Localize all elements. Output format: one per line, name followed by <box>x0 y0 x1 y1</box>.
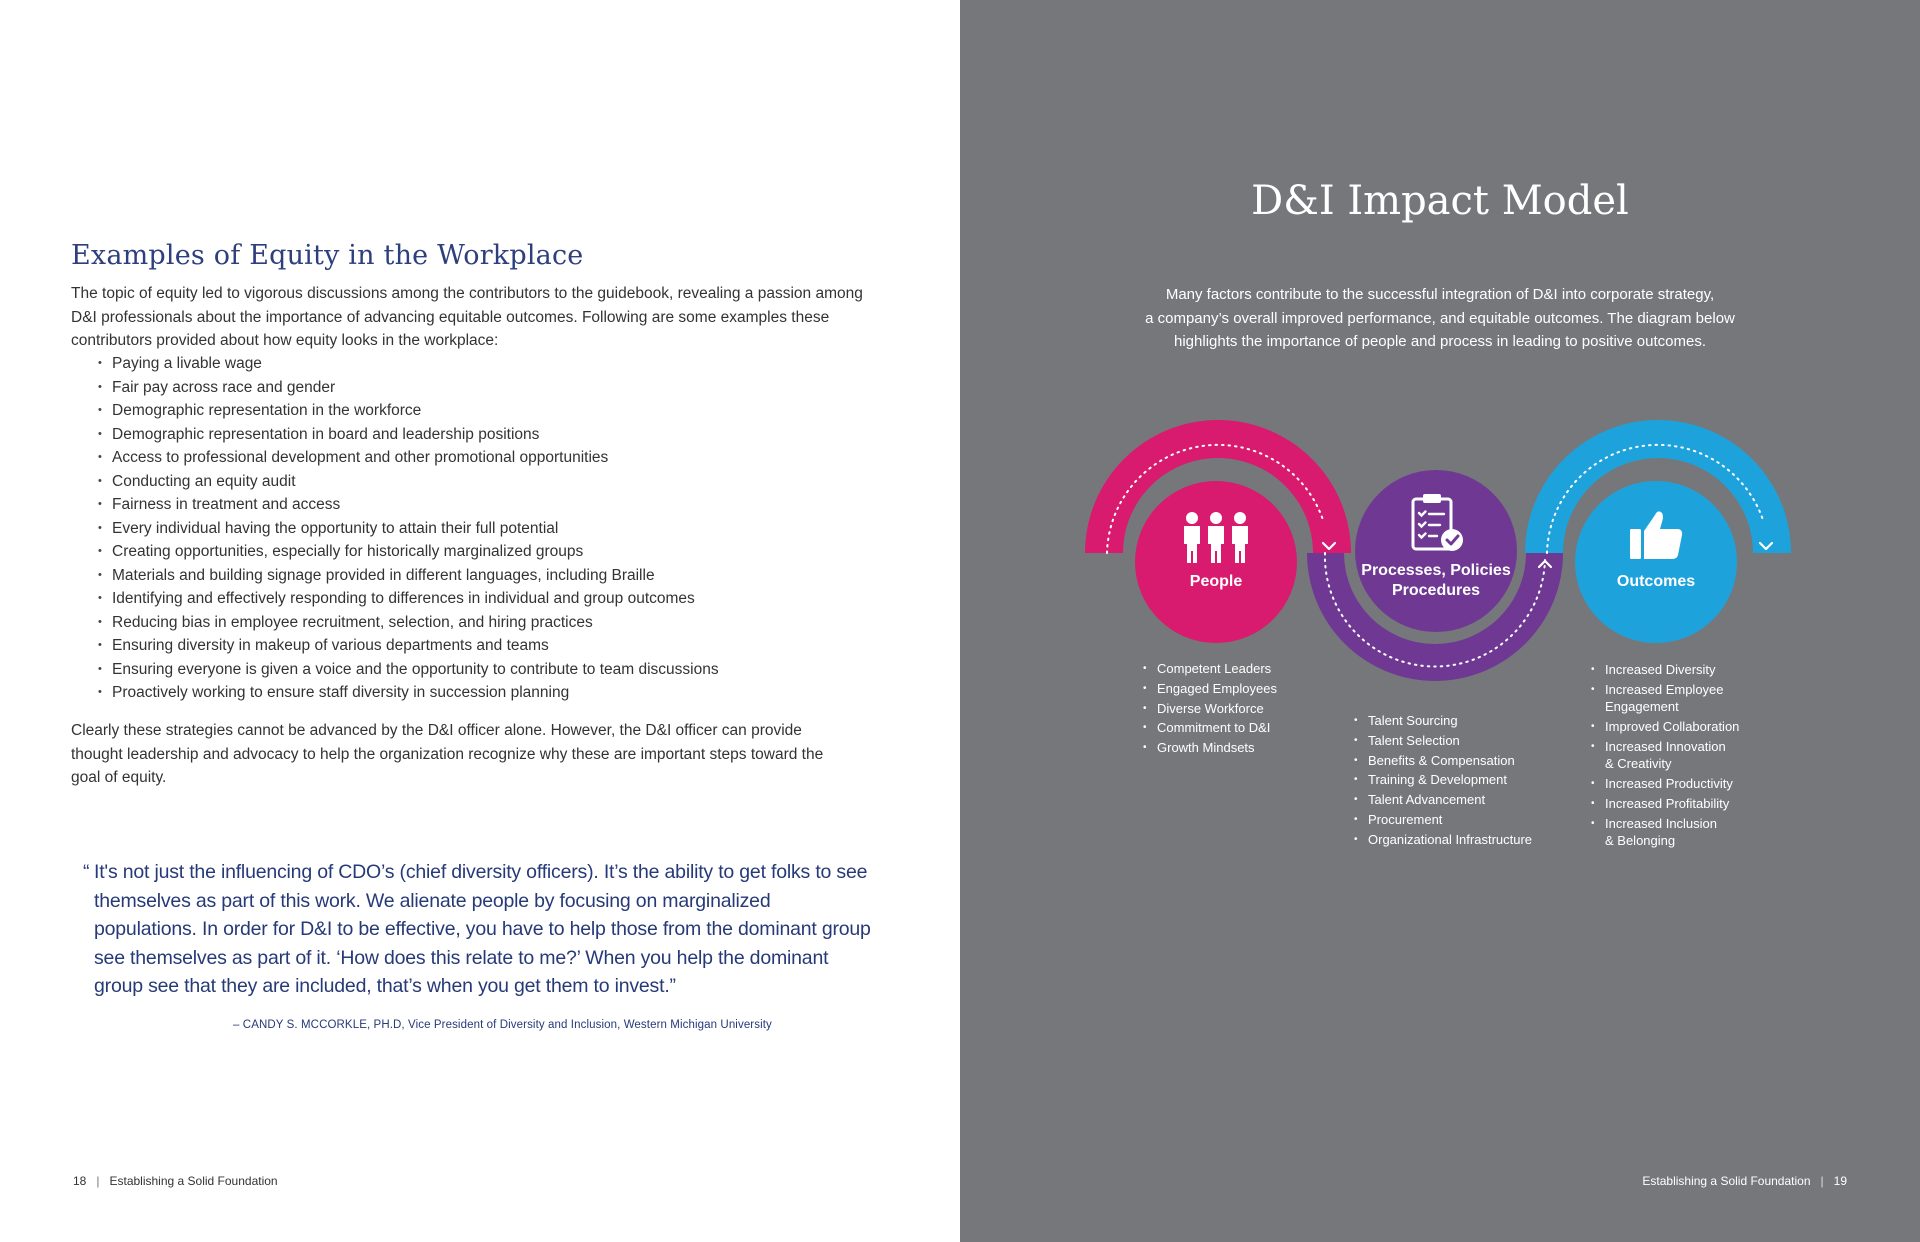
list-item <box>1591 681 1739 715</box>
outcomes-label: Outcomes <box>1616 573 1696 590</box>
open-quote-mark: “ <box>83 861 90 883</box>
list-item: • Access to professional development and other promotional opportunities <box>98 446 719 470</box>
list-item <box>1591 738 1739 772</box>
thumbs-up-icon <box>1628 509 1684 561</box>
list-item: • Commitment to D&I <box>1143 718 1277 738</box>
list-item: • Talent Selection <box>1354 731 1532 751</box>
right-page <box>960 0 1920 1242</box>
intro-paragraph: The topic of equity led to vigorous discussions among the contributors to the guidebook, revealing a passion among D&I professionals about the importance of advancing equitable outcomes. Following are some examples these contributors provided about how equity looks in the workplace: <box>71 285 863 349</box>
list-item: • Demographic representation in board and leadership positions <box>98 423 719 447</box>
list-item: • Ensuring everyone is given a voice and the opportunity to contribute to team discussions <box>98 658 719 682</box>
list-item: • Paying a livable wage <box>98 352 719 376</box>
list-item: • Training & Development <box>1354 770 1532 790</box>
footer-separator: | <box>96 1174 100 1188</box>
list-item: • Proactively working to ensure staff diversity in succession planning <box>98 681 719 705</box>
processes-list <box>1354 711 1532 850</box>
list-item <box>1591 661 1739 678</box>
processes-label-line-2: Procedures <box>1391 582 1481 599</box>
list-item-text-continued: & Belonging <box>1605 833 1676 848</box>
intro-line: highlights the importance of people and process in leading to positive outcomes. <box>1174 333 1706 350</box>
list-item <box>1591 815 1739 849</box>
list-item: • Every individual having the opportunity to attain their full potential <box>98 517 719 541</box>
list-item: • Diverse Workforce <box>1143 699 1277 719</box>
list-item-text-continued: Engagement <box>1605 699 1679 714</box>
outcomes-list <box>1591 661 1739 852</box>
people-circle <box>1135 481 1297 643</box>
people-list <box>1143 659 1277 758</box>
processes-label-line-1: Processes, Policies <box>1361 562 1511 579</box>
footer-section-title: Establishing a Solid Foundation <box>1642 1174 1811 1188</box>
equity-examples-list <box>98 352 719 705</box>
people-label: People <box>1189 573 1243 590</box>
list-item: • Creating opportunities, especially for historically marginalized groups <box>98 540 719 564</box>
list-item: • Reducing bias in employee recruitment, selection, and hiring practices <box>98 611 719 635</box>
list-item: • Identifying and effectively responding to differences in individual and group outcomes <box>98 587 719 611</box>
intro-line: a company’s overall improved performance, and equitable outcomes. The diagram below <box>1145 309 1735 327</box>
clipboard-check-icon <box>1410 493 1466 555</box>
list-item: • Demographic representation in the workforce <box>98 399 719 423</box>
list-item: • Talent Sourcing <box>1354 711 1532 731</box>
list-item-text: Increased Diversity <box>1605 662 1716 677</box>
outcomes-circle <box>1575 481 1737 643</box>
list-item-text: • Increased Innovation <box>1605 739 1726 754</box>
people-icon <box>1181 511 1251 565</box>
list-item-text: • Increased Inclusion <box>1605 816 1718 831</box>
processes-circle <box>1355 470 1517 632</box>
list-item: • Ensuring diversity in makeup of various departments and teams <box>98 634 719 658</box>
list-item: • Organizational Infrastructure <box>1354 830 1532 850</box>
section-heading: Examples of Equity in the Workplace <box>71 240 584 271</box>
list-item: • Fair pay across race and gender <box>98 376 719 400</box>
page-title: D&I Impact Model <box>1251 178 1629 224</box>
list-item: • Procurement <box>1354 810 1532 830</box>
closing-paragraph: Clearly these strategies cannot be advanced by the D&I officer alone. However, the D&I officer can provide thought leadership and advocacy to help the organization recognize why these are important steps toward the goal of equity. <box>71 722 824 786</box>
list-item: • Engaged Employees <box>1143 679 1277 699</box>
list-item-text-continued: & Creativity <box>1605 756 1672 771</box>
pull-quote <box>83 858 874 1001</box>
quote-attribution: – CANDY S. MCCORKLE, PH.D, Vice President of Diversity and Inclusion, Western Michigan University <box>233 1019 772 1031</box>
list-item: • Growth Mindsets <box>1143 738 1277 758</box>
list-item: • Benefits & Compensation <box>1354 751 1532 771</box>
list-item-text: Increased Productivity <box>1605 776 1733 791</box>
list-item-text: • Increased Employee <box>1605 682 1724 697</box>
list-item: • Competent Leaders <box>1143 659 1277 679</box>
page-number: 19 <box>1833 1174 1847 1188</box>
intro-line: Many factors contribute to the successful integration of D&I into corporate strategy, <box>1165 286 1715 303</box>
quote-text: It's not just the influencing of CDO’s (chief diversity officers). It’s the ability to get folks to see themselves as part of this work. We alienate people by focusing on marginalized populations. In order for D&I to be effective, you have to help those from the dominant group see themselves as part of it. ‘How does this relate to me?’ When you help the dominant group see that they are included, that’s when you get them to invest.” <box>94 861 871 997</box>
list-item-text: Improved Collaboration <box>1605 719 1740 734</box>
list-item-text: Increased Profitability <box>1605 796 1730 811</box>
footer-separator: | <box>1820 1174 1824 1188</box>
list-item: • Materials and building signage provided in different languages, including Braille <box>98 564 719 588</box>
list-item: • Fairness in treatment and access <box>98 493 719 517</box>
list-item <box>1591 775 1739 792</box>
right-page-footer <box>1642 1174 1847 1188</box>
footer-section-title: Establishing a Solid Foundation <box>109 1174 278 1188</box>
page-number: 18 <box>73 1174 87 1188</box>
list-item <box>1591 795 1739 812</box>
left-page-footer <box>73 1174 278 1188</box>
list-item: • Conducting an equity audit <box>98 470 719 494</box>
list-item: • Talent Advancement <box>1354 790 1532 810</box>
list-item <box>1591 718 1739 735</box>
